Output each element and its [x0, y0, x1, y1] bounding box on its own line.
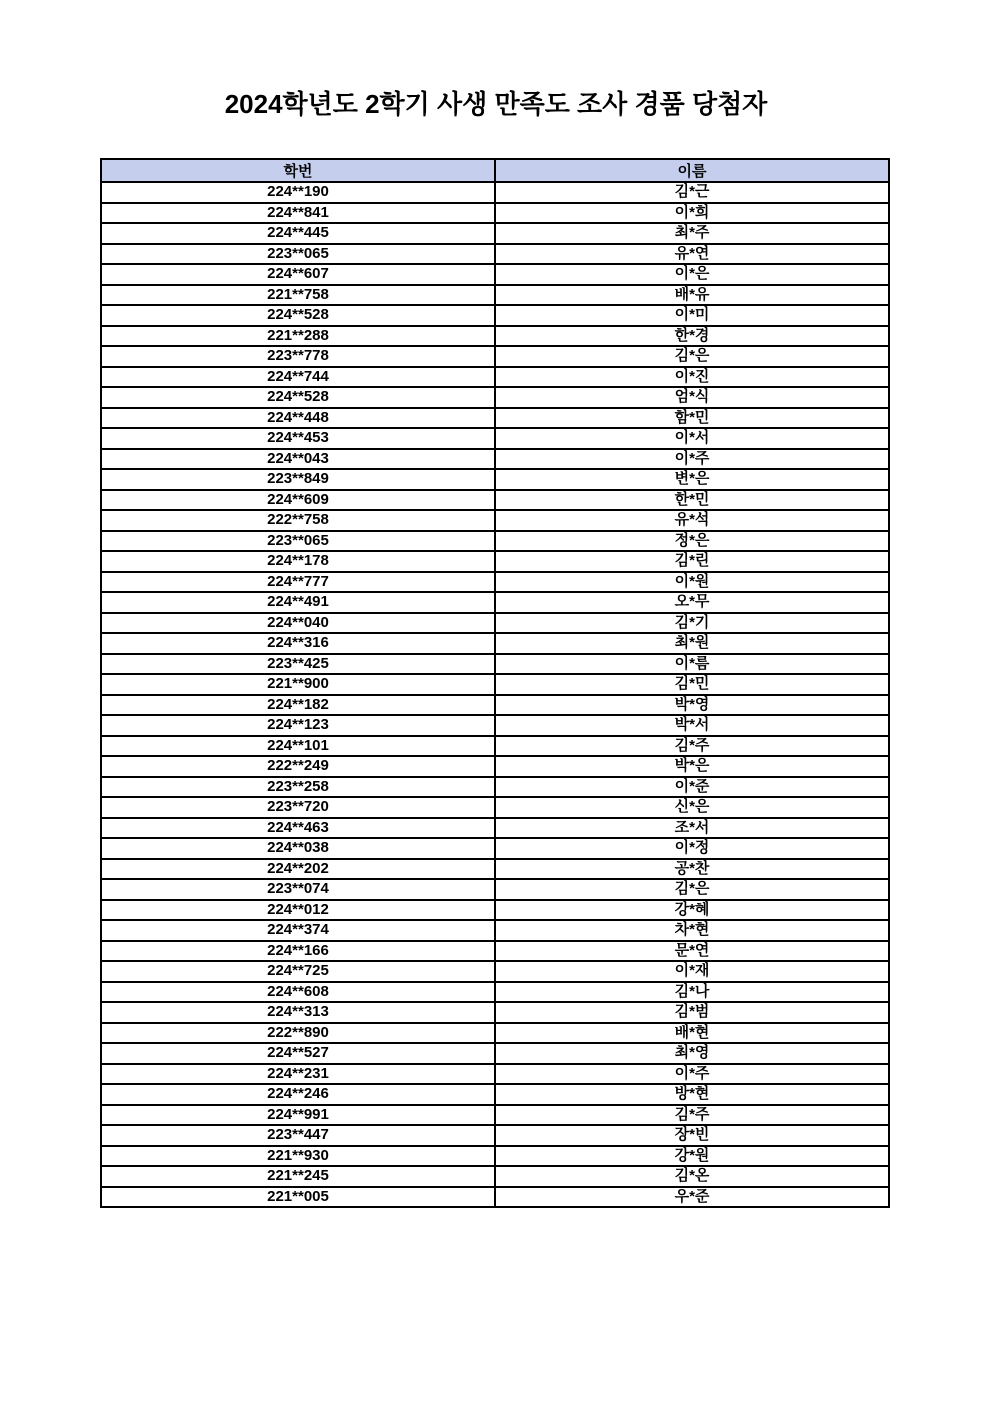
name-cell: 최*원 — [495, 633, 889, 654]
table-row — [101, 1002, 889, 1023]
table-row — [101, 654, 889, 675]
table-row — [101, 428, 889, 449]
student-id-cell: 221**288 — [101, 326, 495, 347]
name-cell: 김*나 — [495, 982, 889, 1003]
name-cell: 이*진 — [495, 367, 889, 388]
name-cell: 최*주 — [495, 223, 889, 244]
name-cell: 강*원 — [495, 1146, 889, 1167]
table-row — [101, 900, 889, 921]
table-row — [101, 859, 889, 880]
name-cell: 이*재 — [495, 961, 889, 982]
name-cell: 김*주 — [495, 1105, 889, 1126]
name-cell: 이*미 — [495, 305, 889, 326]
student-id-cell: 224**463 — [101, 818, 495, 839]
name-cell: 김*범 — [495, 1002, 889, 1023]
name-cell: 유*석 — [495, 510, 889, 531]
student-id-cell: 224**528 — [101, 387, 495, 408]
table-row — [101, 367, 889, 388]
table-row — [101, 408, 889, 429]
name-cell: 배*현 — [495, 1023, 889, 1044]
student-id-cell: 221**245 — [101, 1166, 495, 1187]
name-cell: 변*은 — [495, 469, 889, 490]
name-cell: 오*무 — [495, 592, 889, 613]
table-row — [101, 1064, 889, 1085]
table-row — [101, 1105, 889, 1126]
student-id-cell: 223**778 — [101, 346, 495, 367]
student-id-cell: 224**528 — [101, 305, 495, 326]
table-row — [101, 592, 889, 613]
table-row — [101, 264, 889, 285]
name-cell: 장*빈 — [495, 1125, 889, 1146]
student-id-cell: 221**900 — [101, 674, 495, 695]
table-row — [101, 572, 889, 593]
name-cell: 김*은 — [495, 879, 889, 900]
student-id-cell: 221**005 — [101, 1187, 495, 1208]
name-cell: 김*온 — [495, 1166, 889, 1187]
student-id-cell: 223**065 — [101, 531, 495, 552]
table-row — [101, 613, 889, 634]
column-header-name: 이름 — [495, 159, 889, 182]
table-body — [101, 182, 889, 1207]
table-row — [101, 346, 889, 367]
student-id-cell: 221**930 — [101, 1146, 495, 1167]
table-row — [101, 1146, 889, 1167]
student-id-cell: 224**491 — [101, 592, 495, 613]
table-row — [101, 182, 889, 203]
table-row — [101, 1125, 889, 1146]
table-row — [101, 305, 889, 326]
student-id-cell: 224**166 — [101, 941, 495, 962]
student-id-cell: 224**991 — [101, 1105, 495, 1126]
student-id-cell: 224**608 — [101, 982, 495, 1003]
name-cell: 우*준 — [495, 1187, 889, 1208]
student-id-cell: 224**182 — [101, 695, 495, 716]
student-id-cell: 224**202 — [101, 859, 495, 880]
student-id-cell: 224**841 — [101, 203, 495, 224]
table-row — [101, 551, 889, 572]
student-id-cell: 223**447 — [101, 1125, 495, 1146]
name-cell: 엄*식 — [495, 387, 889, 408]
table-row — [101, 838, 889, 859]
table-row — [101, 715, 889, 736]
name-cell: 차*현 — [495, 920, 889, 941]
student-id-cell: 222**890 — [101, 1023, 495, 1044]
table-row — [101, 1023, 889, 1044]
name-cell: 이*서 — [495, 428, 889, 449]
student-id-cell: 223**065 — [101, 244, 495, 265]
student-id-cell: 223**258 — [101, 777, 495, 798]
student-id-cell: 224**453 — [101, 428, 495, 449]
name-cell: 김*주 — [495, 736, 889, 757]
student-id-cell: 224**777 — [101, 572, 495, 593]
table-row — [101, 510, 889, 531]
name-cell: 박*은 — [495, 756, 889, 777]
student-id-cell: 224**123 — [101, 715, 495, 736]
student-id-cell: 224**527 — [101, 1043, 495, 1064]
name-cell: 함*민 — [495, 408, 889, 429]
name-cell: 이*주 — [495, 1064, 889, 1085]
student-id-cell: 224**316 — [101, 633, 495, 654]
table-row — [101, 1084, 889, 1105]
table-row — [101, 1166, 889, 1187]
name-cell: 김*린 — [495, 551, 889, 572]
table-row — [101, 531, 889, 552]
name-cell: 정*은 — [495, 531, 889, 552]
student-id-cell: 224**445 — [101, 223, 495, 244]
table-row — [101, 982, 889, 1003]
student-id-cell: 224**040 — [101, 613, 495, 634]
student-id-cell: 224**725 — [101, 961, 495, 982]
table-row — [101, 223, 889, 244]
table-row — [101, 961, 889, 982]
table-row — [101, 633, 889, 654]
name-cell: 공*찬 — [495, 859, 889, 880]
name-cell: 방*현 — [495, 1084, 889, 1105]
name-cell: 이*름 — [495, 654, 889, 675]
student-id-cell: 224**609 — [101, 490, 495, 511]
page-title: 2024학년도 2학기 사생 만족도 조사 경품 당첨자 — [224, 89, 768, 119]
name-cell: 김*민 — [495, 674, 889, 695]
name-cell: 배*유 — [495, 285, 889, 306]
student-id-cell: 224**038 — [101, 838, 495, 859]
table-row — [101, 1187, 889, 1208]
table-row — [101, 285, 889, 306]
table-header — [101, 159, 889, 182]
student-id-cell: 224**246 — [101, 1084, 495, 1105]
table-row — [101, 244, 889, 265]
table-row — [101, 920, 889, 941]
student-id-cell: 221**758 — [101, 285, 495, 306]
student-id-cell: 224**744 — [101, 367, 495, 388]
table-row — [101, 879, 889, 900]
name-cell: 이*원 — [495, 572, 889, 593]
name-cell: 이*정 — [495, 838, 889, 859]
student-id-cell: 224**448 — [101, 408, 495, 429]
name-cell: 김*근 — [495, 182, 889, 203]
header-row — [101, 159, 889, 182]
student-id-cell: 224**231 — [101, 1064, 495, 1085]
name-cell: 이*은 — [495, 264, 889, 285]
student-id-cell: 224**607 — [101, 264, 495, 285]
table-row — [101, 756, 889, 777]
table-row — [101, 449, 889, 470]
table-row — [101, 490, 889, 511]
student-id-cell: 224**012 — [101, 900, 495, 921]
student-id-cell: 223**720 — [101, 797, 495, 818]
winners-table — [100, 158, 890, 1208]
student-id-cell: 223**425 — [101, 654, 495, 675]
student-id-cell: 224**178 — [101, 551, 495, 572]
student-id-cell: 224**374 — [101, 920, 495, 941]
name-cell: 신*은 — [495, 797, 889, 818]
name-cell: 김*기 — [495, 613, 889, 634]
name-cell: 박*영 — [495, 695, 889, 716]
name-cell: 이*희 — [495, 203, 889, 224]
student-id-cell: 224**043 — [101, 449, 495, 470]
name-cell: 김*은 — [495, 346, 889, 367]
table-row — [101, 469, 889, 490]
table-row — [101, 1043, 889, 1064]
name-cell: 이*주 — [495, 449, 889, 470]
student-id-cell: 224**101 — [101, 736, 495, 757]
table-row — [101, 203, 889, 224]
name-cell: 최*영 — [495, 1043, 889, 1064]
name-cell: 문*연 — [495, 941, 889, 962]
student-id-cell: 223**074 — [101, 879, 495, 900]
table-row — [101, 674, 889, 695]
student-id-cell: 224**190 — [101, 182, 495, 203]
student-id-cell: 222**758 — [101, 510, 495, 531]
table-row — [101, 777, 889, 798]
name-cell: 한*민 — [495, 490, 889, 511]
student-id-cell: 222**249 — [101, 756, 495, 777]
student-id-cell: 224**313 — [101, 1002, 495, 1023]
student-id-cell: 223**849 — [101, 469, 495, 490]
name-cell: 강*혜 — [495, 900, 889, 921]
name-cell: 조*서 — [495, 818, 889, 839]
table-row — [101, 941, 889, 962]
name-cell: 박*서 — [495, 715, 889, 736]
table-row — [101, 818, 889, 839]
name-cell: 유*연 — [495, 244, 889, 265]
table-row — [101, 736, 889, 757]
table-row — [101, 387, 889, 408]
table-row — [101, 326, 889, 347]
name-cell: 한*경 — [495, 326, 889, 347]
table-row — [101, 695, 889, 716]
column-header-student-id: 학번 — [101, 159, 495, 182]
name-cell: 이*준 — [495, 777, 889, 798]
table-row — [101, 797, 889, 818]
